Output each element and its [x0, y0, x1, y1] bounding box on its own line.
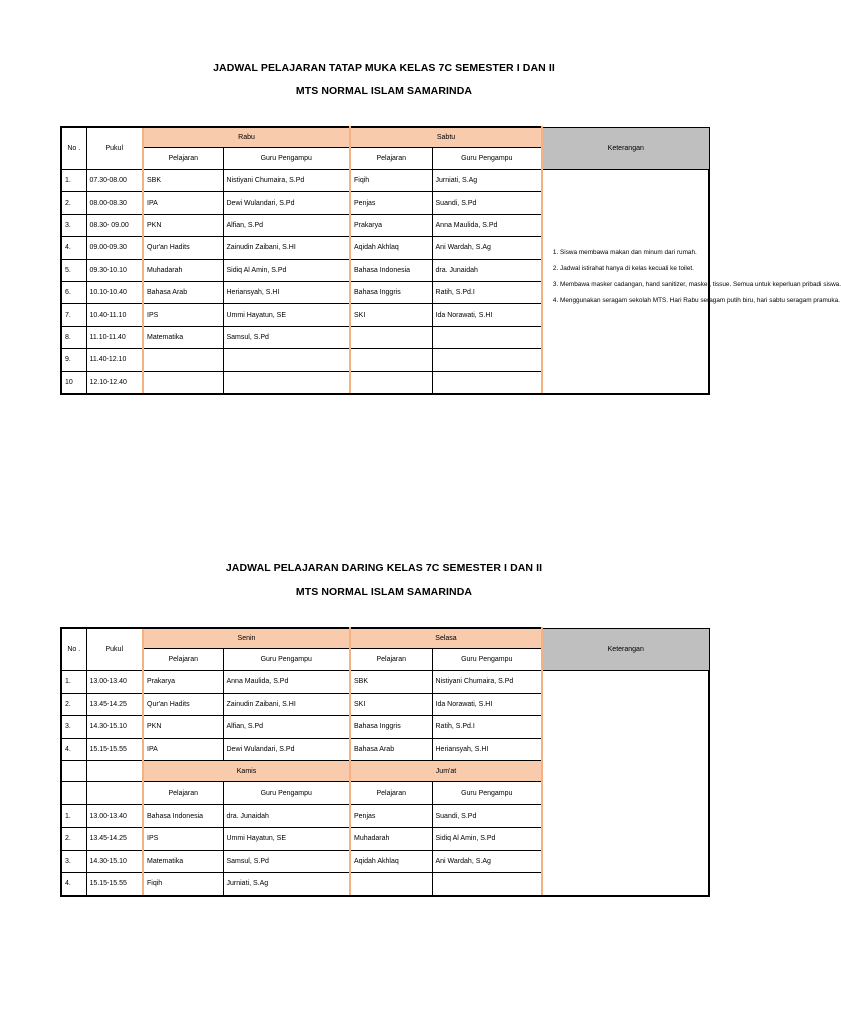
row-subject: IPA: [143, 738, 223, 761]
row-teacher: Zainudin Zaibani, S.HI: [223, 693, 350, 716]
row-teacher: Zainudin Zaibani, S.HI: [223, 237, 350, 259]
row-subject: [350, 371, 432, 394]
row-subject: Fiqih: [143, 873, 223, 896]
row-subject: Aqidah Akhlaq: [350, 237, 432, 259]
row-subject: Bahasa Inggris: [350, 716, 432, 739]
row-teacher: [432, 371, 542, 394]
row-teacher: Dewi Wulandari, S.Pd: [223, 738, 350, 761]
row-subject: SKI: [350, 693, 432, 716]
row-time: 10.40-11.10: [86, 304, 143, 326]
row-no: 1.: [61, 170, 86, 192]
row-no: 5.: [61, 259, 86, 281]
header-guru: Guru Pengampu: [223, 782, 350, 805]
row-no: 9.: [61, 349, 86, 371]
row-teacher: Sidiq Al Amin, S.Pd: [432, 827, 542, 850]
row-no: 1.: [61, 805, 86, 828]
row-subject: Bahasa Arab: [143, 281, 223, 303]
row-time: 09.30-10.10: [86, 259, 143, 281]
row-subject: Qur'an Hadits: [143, 237, 223, 259]
row-teacher: Nistiyani Chumaira, S.Pd: [432, 671, 542, 694]
row-teacher: Suandi, S.Pd: [432, 805, 542, 828]
header-day-senin: Senin: [143, 628, 350, 649]
row-no: 6.: [61, 281, 86, 303]
note-item: 3. Membawa masker cadangan, hand sanitizer, masker, tissue. Semua untuk keperluan pribadi siswa.: [560, 281, 705, 289]
row-teacher: Heriansyah, S.HI: [223, 281, 350, 303]
row-teacher: Alfian, S.Pd: [223, 214, 350, 236]
row-subject: [143, 371, 223, 394]
blank-cell: [86, 782, 143, 805]
row-subject: SBK: [350, 671, 432, 694]
row-subject: PKN: [143, 716, 223, 739]
row-teacher: [432, 326, 542, 348]
blank-cell: [86, 761, 143, 782]
row-teacher: Heriansyah, S.HI: [432, 738, 542, 761]
bottom-school-name: MTS NORMAL ISLAM SAMARINDA: [295, 586, 473, 598]
header-pelajaran: Pelajaran: [143, 649, 223, 671]
header-day-selasa: Selasa: [350, 628, 542, 649]
row-subject: Bahasa Indonesia: [143, 805, 223, 828]
row-teacher: Samsul, S.Pd: [223, 326, 350, 348]
row-no: 1.: [61, 671, 86, 694]
header-pelajaran: Pelajaran: [350, 782, 432, 805]
row-time: 13.45-14.25: [86, 827, 143, 850]
bottom-schedule-title: JADWAL PELAJARAN DARING KELAS 7C SEMESTER I DAN II: [225, 562, 543, 574]
row-time: 08.00-08.30: [86, 192, 143, 214]
row-time: 11.40-12.10: [86, 349, 143, 371]
row-teacher: Jurniati, S.Ag: [432, 170, 542, 192]
row-teacher: [432, 349, 542, 371]
header-guru: Guru Pengampu: [223, 649, 350, 671]
row-no: 8.: [61, 326, 86, 348]
row-teacher: dra. Junaidah: [432, 259, 542, 281]
row-no: 3.: [61, 850, 86, 873]
row-time: 12.10-12.40: [86, 371, 143, 394]
row-teacher: Anna Maulida, S.Pd: [432, 214, 542, 236]
row-subject: [350, 326, 432, 348]
row-teacher: Ida Norawati, S.HI: [432, 304, 542, 326]
header-pukul: Pukul: [86, 127, 143, 170]
header-guru: Guru Pengampu: [432, 649, 542, 671]
row-subject: Prakarya: [350, 214, 432, 236]
row-subject: Penjas: [350, 805, 432, 828]
row-subject: PKN: [143, 214, 223, 236]
row-time: 13.00-13.40: [86, 805, 143, 828]
row-subject: Bahasa Inggris: [350, 281, 432, 303]
blank-cell: [61, 782, 86, 805]
row-teacher: Dewi Wulandari, S.Pd: [223, 192, 350, 214]
header-pelajaran: Pelajaran: [350, 148, 432, 170]
row-subject: [350, 873, 432, 896]
note-item: 2. Jadwal istirahat hanya di kelas kecuali ke toilet.: [560, 265, 705, 273]
header-day-rabu: Rabu: [143, 127, 350, 148]
row-teacher: dra. Junaidah: [223, 805, 350, 828]
row-subject: Qur'an Hadits: [143, 693, 223, 716]
top-schedule-title: JADWAL PELAJARAN TATAP MUKA KELAS 7C SEMESTER I DAN II: [213, 62, 555, 74]
row-subject: IPS: [143, 827, 223, 850]
row-teacher: Suandi, S.Pd: [432, 192, 542, 214]
header-no: No .: [61, 127, 86, 170]
row-teacher: Jurniati, S.Ag: [223, 873, 350, 896]
note-item: 4. Menggunakan seragam sekolah MTS. Hari Rabu seragam putih biru, hari sabtu seragam pramuka.: [560, 297, 705, 305]
row-no: 2.: [61, 693, 86, 716]
row-no: 4.: [61, 738, 86, 761]
header-day-kamis: Kamis: [143, 761, 350, 782]
row-teacher: Ummi Hayatun, SE: [223, 827, 350, 850]
row-no: 4.: [61, 237, 86, 259]
row-time: 09.00-09.30: [86, 237, 143, 259]
header-guru: Guru Pengampu: [432, 782, 542, 805]
header-day-jumat: Jum'at: [350, 761, 542, 782]
row-time: 15.15-15.55: [86, 873, 143, 896]
row-time: 15.15-15.55: [86, 738, 143, 761]
row-no: 4.: [61, 873, 86, 896]
row-teacher: Ummi Hayatun, SE: [223, 304, 350, 326]
row-time: 14.30-15.10: [86, 850, 143, 873]
row-no: 3.: [61, 716, 86, 739]
row-teacher: Samsul, S.Pd: [223, 850, 350, 873]
row-subject: Muhadarah: [143, 259, 223, 281]
top-schedule-table: [60, 126, 841, 395]
row-subject: Aqidah Akhlaq: [350, 850, 432, 873]
row-subject: Prakarya: [143, 671, 223, 694]
row-no: 2.: [61, 827, 86, 850]
row-teacher: Ratih, S.Pd.I: [432, 281, 542, 303]
header-keterangan: Keterangan: [542, 628, 709, 671]
row-teacher: Ani Wardah, S.Ag: [432, 237, 542, 259]
keterangan-notes: [542, 671, 709, 896]
row-subject: IPS: [143, 304, 223, 326]
row-no: 10: [61, 371, 86, 394]
header-pelajaran: Pelajaran: [350, 649, 432, 671]
row-teacher: Ratih, S.Pd.I: [432, 716, 542, 739]
header-day-sabtu: Sabtu: [350, 127, 542, 148]
row-time: 10.10-10.40: [86, 281, 143, 303]
table-row: [61, 170, 709, 192]
row-subject: IPA: [143, 192, 223, 214]
bottom-schedule-table: [60, 627, 710, 897]
row-subject: Matematika: [143, 850, 223, 873]
header-pelajaran: Pelajaran: [143, 782, 223, 805]
row-time: 08.30- 09.00: [86, 214, 143, 236]
row-subject: Bahasa Indonesia: [350, 259, 432, 281]
row-subject: [350, 349, 432, 371]
note-item: 1. Siswa membawa makan dan minum dari rumah.: [560, 249, 705, 257]
row-time: 07.30-08.00: [86, 170, 143, 192]
row-no: 2.: [61, 192, 86, 214]
row-subject: SBK: [143, 170, 223, 192]
row-subject: Matematika: [143, 326, 223, 348]
header-keterangan: Keterangan: [542, 127, 709, 170]
keterangan-notes: [542, 170, 841, 394]
row-teacher: [432, 873, 542, 896]
row-no: 7.: [61, 304, 86, 326]
row-teacher: Ida Norawati, S.HI: [432, 693, 542, 716]
row-no: 3.: [61, 214, 86, 236]
row-subject: Fiqih: [350, 170, 432, 192]
row-subject: Penjas: [350, 192, 432, 214]
header-no: No .: [61, 628, 86, 671]
table-row: [61, 671, 709, 694]
row-teacher: Ani Wardah, S.Ag: [432, 850, 542, 873]
row-time: 11.10-11.40: [86, 326, 143, 348]
row-time: 13.00-13.40: [86, 671, 143, 694]
row-teacher: Alfian, S.Pd: [223, 716, 350, 739]
row-subject: Bahasa Arab: [350, 738, 432, 761]
row-teacher: Nistiyani Chumaira, S.Pd: [223, 170, 350, 192]
header-pukul: Pukul: [86, 628, 143, 671]
row-time: 14.30-15.10: [86, 716, 143, 739]
row-subject: Muhadarah: [350, 827, 432, 850]
header-guru: Guru Pengampu: [223, 148, 350, 170]
blank-cell: [61, 761, 86, 782]
header-guru: Guru Pengampu: [432, 148, 542, 170]
notes-list: [546, 249, 841, 305]
top-school-name: MTS NORMAL ISLAM SAMARINDA: [295, 85, 473, 97]
row-time: 13.45-14.25: [86, 693, 143, 716]
row-teacher: [223, 349, 350, 371]
row-subject: SKI: [350, 304, 432, 326]
row-teacher: Sidiq Al Amin, S.Pd: [223, 259, 350, 281]
row-teacher: [223, 371, 350, 394]
row-teacher: Anna Maulida, S.Pd: [223, 671, 350, 694]
header-pelajaran: Pelajaran: [143, 148, 223, 170]
row-subject: [143, 349, 223, 371]
